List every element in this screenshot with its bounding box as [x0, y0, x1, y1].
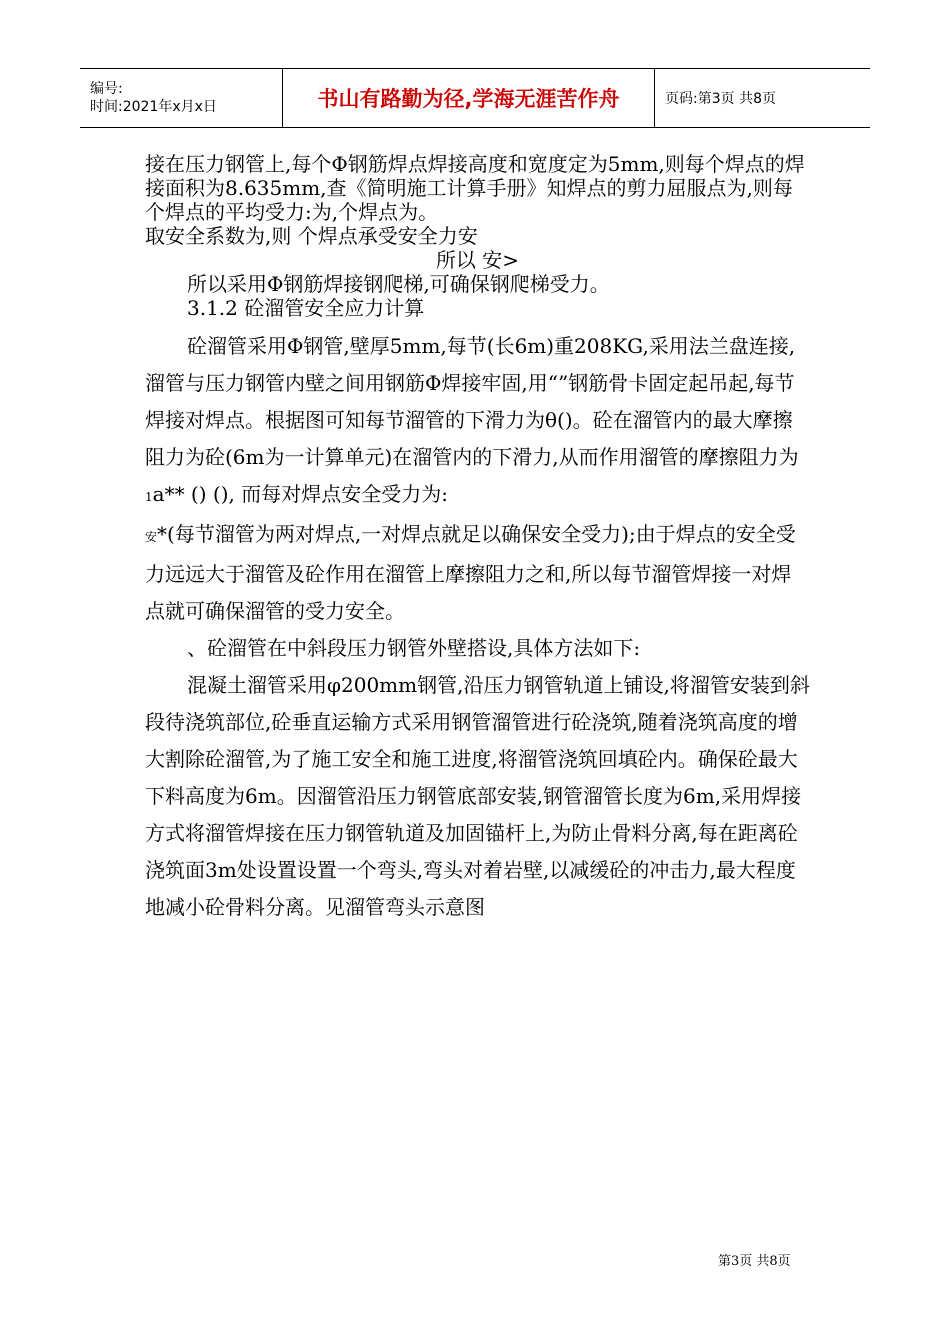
weld-safety-subscript: 安 [145, 530, 158, 544]
header-motto: 书山有路勤为径,学海无涯苦作舟 [283, 69, 655, 127]
header-page-info: 页码:第3页 共8页 [665, 91, 776, 107]
chute-stress-text-b: a** () (), 而每对焊点安全受力为: [152, 482, 448, 506]
paragraph-chute-stress [145, 328, 810, 516]
document-body [145, 152, 810, 926]
chute-stress-subscript: 1 [145, 490, 153, 504]
chute-stress-text-a: 砼溜管采用Φ钢管,壁厚5mm,每节(长6m)重208KG,采用法兰盘连接,溜管与压力钢管内壁之间用钢筋Φ焊接牢固,用“”钢筋骨卡固定起吊起,每节焊接对焊点。根据图可知每节溜管的下滑力为θ()。砼在溜管内的最大摩擦阻力为砼(6m为一计算单元)在溜管内的下滑力,从而作用溜管的摩擦阻力为 [145, 334, 799, 469]
section-heading-3-1-2: 3.1.2 砼溜管安全应力计算 [187, 296, 425, 320]
paragraph-weld-area: 接在压力钢管上,每个Φ钢筋焊点焊接高度和宽度定为5mm,则每个焊点的焊接面积为8.635mm,查《简明施工计算手册》知焊点的剪力屈服点为,则每个焊点的平均受力:为,个焊点为。 [145, 152, 805, 224]
page-footer: 第3页 共8页 [718, 1254, 791, 1269]
document-date: 时间:2021年x月x日 [90, 99, 217, 115]
paragraph-chute-installation-intro: 、砼溜管在中斜段压力钢管外壁搭设,具体方法如下: [187, 636, 641, 660]
weld-safety-text: *(每节溜管为两对焊点,一对焊点就足以确保安全受力);由于焊点的安全受力远远大于溜管及砼作用在溜管上摩擦阻力之和,所以每节溜管焊接一对焊点就可确保溜管的受力安全。 [145, 522, 796, 623]
paragraph-safety-factor: 取安全系数为,则 个焊点承受安全力安 [145, 224, 478, 248]
paragraph-ladder-conclusion: 所以采用Φ钢筋焊接钢爬梯,可确保钢爬梯受力。 [187, 272, 610, 296]
page-header [80, 68, 870, 128]
paragraph-weld-safety [145, 516, 810, 630]
paragraph-concrete-chute-method: 混凝土溜管采用φ200mm钢管,沿压力钢管轨道上铺设,将溜管安装到斜段待浇筑部位,砼垂直运输方式采用钢管溜管进行砼浇筑,随着浇筑高度的增大割除砼溜管,为了施工安全和施工进度,将溜管浇筑回填砼内。确保砼最大下料高度为6m。因溜管沿压力钢管底部安装,钢管溜管长度为6m,采用焊接方式将溜管焊接在压力钢管轨道及加固锚杆上,为防止骨料分离,每在距离砼浇筑面3m处设置设置一个弯头,弯头对着岩壁,以减缓砼的冲击力,最大程度地减小砼骨料分离。见溜管弯头示意图 [145, 673, 810, 919]
formula-conclusion: 所以 安> [435, 248, 520, 272]
document-number-label: 编号: [90, 81, 123, 97]
header-meta [80, 69, 283, 127]
